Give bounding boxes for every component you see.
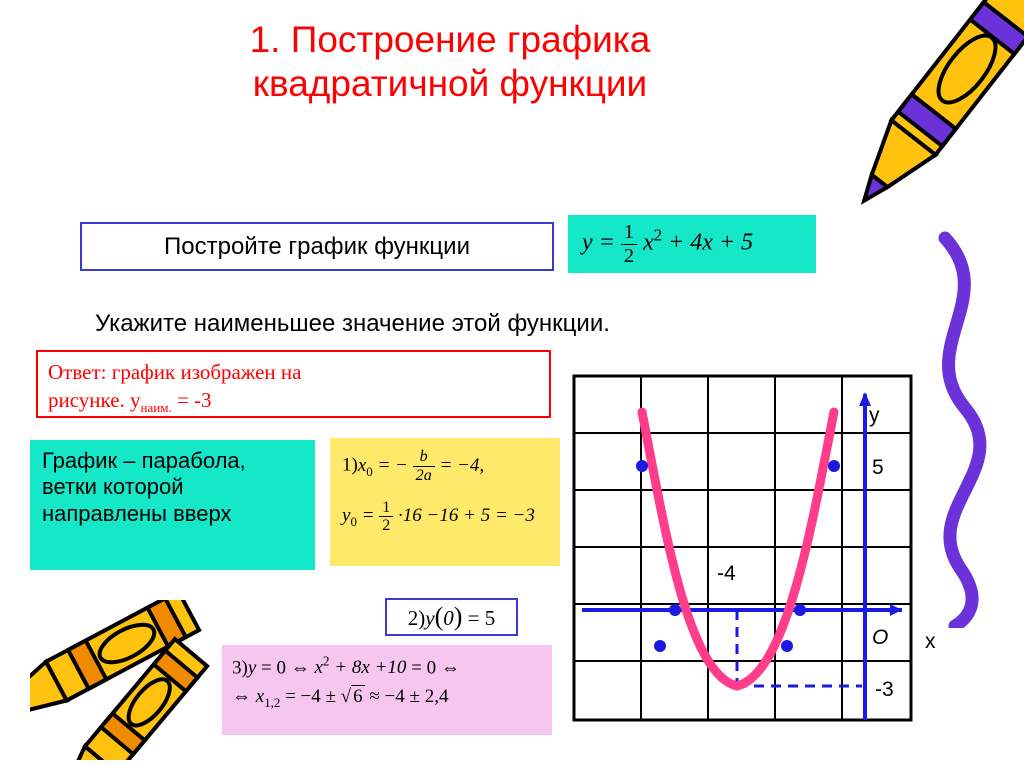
step-2-box: [385, 598, 518, 636]
answer-sub: наим.: [140, 400, 172, 416]
task-label-box: [80, 222, 554, 271]
purple-squiggle-decoration: [905, 228, 1024, 628]
green-note-text: График – парабола, ветки которой направлены вверх: [42, 448, 246, 526]
page-title: [110, 18, 790, 105]
point-a: [636, 460, 648, 472]
crayons-bottom-left-icon: [30, 600, 240, 760]
point-c: [654, 640, 666, 652]
step-2-text: 2)y(0) = 5: [407, 602, 496, 631]
title-line-1: 1. Построение графика: [249, 19, 651, 60]
label-value-minus4: -4: [717, 562, 736, 585]
step-1: $1)x_0$ = − $\frac{b}{2a}$ = −4,: [342, 448, 485, 484]
answer-line-2-a: рисунке. y: [48, 388, 141, 413]
point-root-2: [794, 604, 806, 616]
answer-line-2-b: = -3: [171, 388, 212, 413]
task-label-text: Постройте график функции: [164, 232, 470, 260]
crayon-top-right-icon: [845, 0, 1024, 230]
label-x-axis: x: [925, 630, 936, 653]
step-3-line-2: ⇔ $x_{1,2} = -4$ ± √ 6 ≈ −4 ± 2,4: [232, 685, 449, 710]
point-b: [828, 460, 840, 472]
title-line-2: квадратичной функции: [252, 62, 648, 104]
step-3-line-1: 3)y = 0 ⇔ $x^2 + 8x +10 = 0$ ⇔: [232, 654, 460, 679]
step-1-y0: $y_0$ = $\frac{1}{2}$ ·16 −16 + 5 = −3: [342, 498, 535, 535]
green-note-box: [30, 440, 315, 570]
label-origin: O: [872, 626, 889, 649]
point-d: [781, 640, 793, 652]
step-3-box: [222, 645, 552, 735]
subquestion-text: Укажите наименьшее значение этой функции.: [95, 310, 610, 337]
label-y-axis: y: [869, 404, 880, 427]
function-graph: [572, 374, 913, 722]
yellow-steps-box: [330, 438, 560, 566]
point-root-1: [669, 604, 681, 616]
label-value-minus3: -3: [875, 678, 894, 701]
formula-box: [568, 215, 816, 273]
answer-box: [36, 350, 551, 418]
answer-line-2: [48, 386, 539, 417]
formula-expression: y = $\frac{1}{2}$ $x^2 + 4x + 5$: [582, 221, 754, 267]
answer-line-1: Ответ: график изображен на: [48, 360, 302, 384]
label-value-5: 5: [872, 456, 884, 479]
